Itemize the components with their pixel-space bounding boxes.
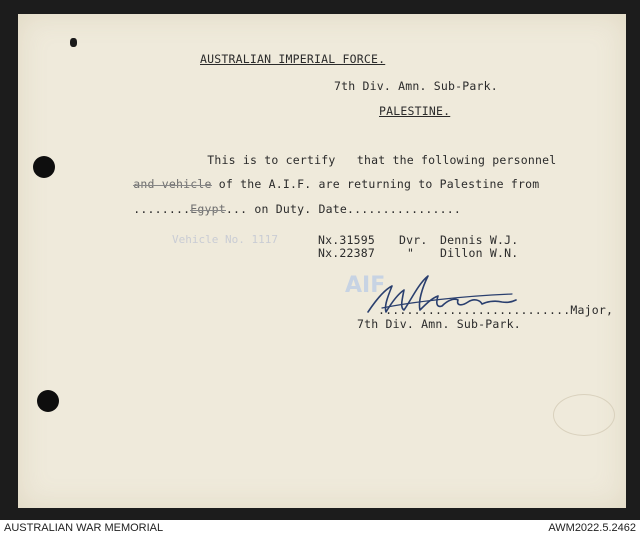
punch-hole-top: [33, 156, 55, 178]
struck-out-location: Egypt: [190, 202, 226, 216]
punch-hole-bottom: [37, 390, 59, 412]
struck-out-text: and vehicle: [133, 177, 212, 191]
body-line-3-b: ... on Duty. Date................: [225, 202, 461, 216]
paper-stain: [553, 394, 615, 436]
document-heading: AUSTRALIAN IMPERIAL FORCE.: [200, 52, 386, 66]
body-line-2: [119, 163, 539, 191]
signature-unit: 7th Div. Amn. Sub-Park.: [357, 317, 521, 331]
body-line-3-a: ........: [133, 202, 191, 216]
body-line-1-b: that the following personnel: [356, 153, 557, 167]
ink-mark: [70, 38, 77, 47]
body-line-3: [119, 188, 461, 216]
faint-stamp: AIF: [345, 273, 386, 298]
signature-line: ...........................Major,: [378, 303, 614, 317]
body-line-2-rest: of the A.I.F. are returning to Palestine from: [218, 177, 540, 191]
personnel-name-2: Dillon W.N.: [440, 246, 519, 260]
faint-vehicle-reference: Vehicle No. 1117: [172, 233, 278, 246]
handwritten-signature: [362, 272, 527, 322]
personnel-rank-2: ": [407, 246, 415, 260]
personnel-name-1: Dennis W.J.: [440, 233, 519, 247]
location-heading: PALESTINE.: [379, 104, 451, 118]
personnel-number-2: Nx.22387: [318, 246, 375, 260]
unit-name: 7th Div. Amn. Sub-Park.: [334, 79, 498, 93]
personnel-number-1: Nx.31595: [318, 233, 375, 247]
footer-credit: AUSTRALIAN WAR MEMORIAL: [4, 522, 164, 534]
personnel-rank-1: Dvr.: [399, 233, 428, 247]
body-line-1-a: This is to certify: [207, 153, 336, 167]
document-sheet: [18, 14, 626, 508]
footer-accession-number: AWM2022.5.2462: [548, 522, 636, 534]
